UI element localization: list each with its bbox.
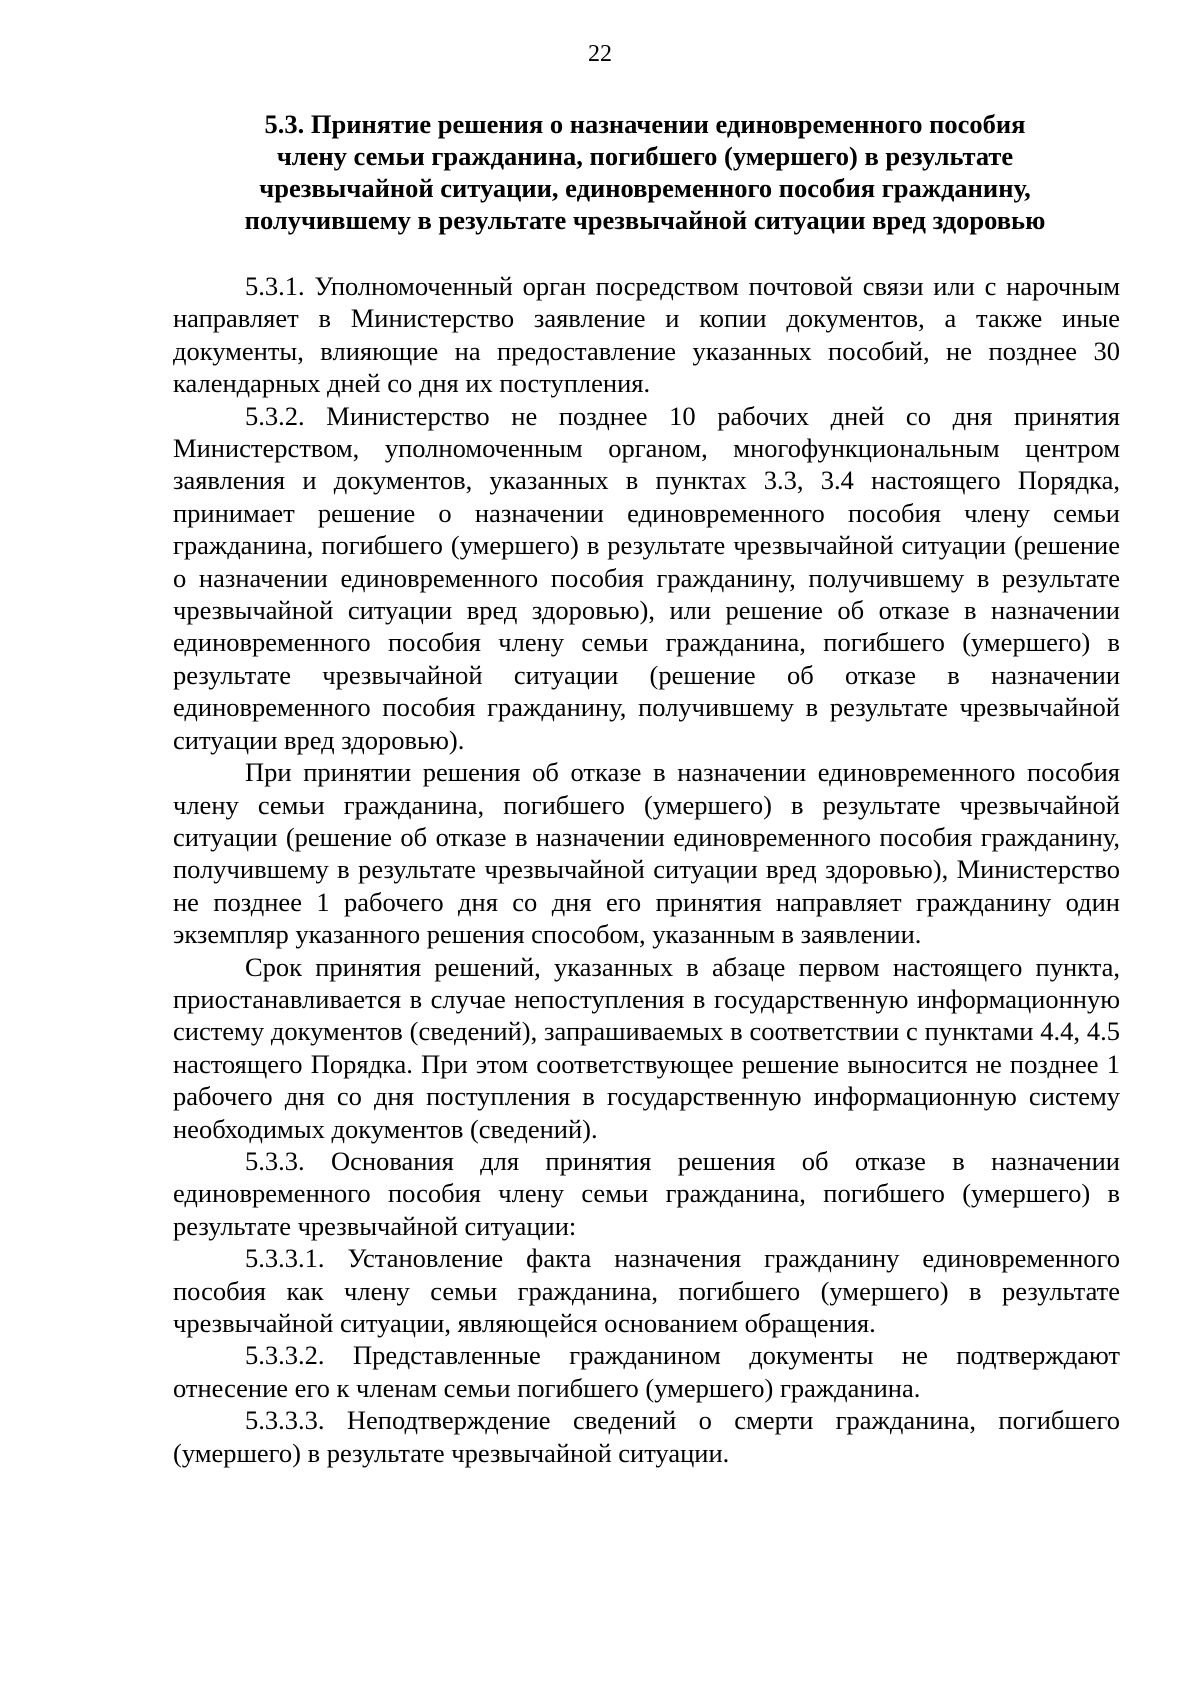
- section-title-line: 5.3. Принятие решения о назначении единовременного пособия: [264, 109, 1026, 139]
- section-title: [175, 108, 1115, 236]
- paragraph-5-3-2: 5.3.2. Министерство не позднее 10 рабочих дней со дня принятия Министерством, уполномоченным органом, многофункциональным центром заявления и документов, указанных в пунктах 3.3, 3.4 настоящего Порядка, принимает решение о назначении единовременного пособия члену семьи гражданина, погибшего (умершего) в результате чрезвычайной ситуации (решение о назначении единовременного пособия гражданину, получившему в результате чрезвычайной ситуации вред здоровью), или решение об отказе в назначении единовременного пособия члену семьи гражданина, погибшего (умершего) в результате чрезвычайной ситуации (решение об отказе в назначении единовременного пособия гражданину, получившему в результате чрезвычайной ситуации вред здоровью).: [173, 400, 1120, 755]
- section-title-line: получившему в результате чрезвычайной ситуации вред здоровью: [244, 205, 1046, 235]
- document-body: [173, 270, 1120, 1469]
- paragraph-5-3-3-1: 5.3.3.1. Установление факта назначения гражданину единовременного пособия как члену семьи гражданина, погибшего (умершего) в результате чрезвычайной ситуации, являющейся основанием обращения.: [173, 1243, 1120, 1338]
- section-title-line: члену семьи гражданина, погибшего (умершего) в результате: [276, 141, 1014, 171]
- paragraph-5-3-3-3: 5.3.3.3. Неподтверждение сведений о смерти гражданина, погибшего (умершего) в результате чрезвычайной ситуации.: [173, 1405, 1120, 1468]
- page-number: 22: [588, 41, 612, 67]
- paragraph-refusal-notice: При принятии решения об отказе в назначении единовременного пособия члену семьи гражданина, погибшего (умершего) в результате чрезвычайной ситуации (решение об отказе в назначении единовременного пособия гражданину, получившему в результате чрезвычайной ситуации вред здоровью), Министерство не позднее 1 рабочего дня со дня его принятия направляет гражданину один экземпляр указанного решения способом, указанным в заявлении.: [173, 757, 1120, 950]
- paragraph-5-3-1: 5.3.1. Уполномоченный орган посредством почтовой связи или с нарочным направляет в Министерство заявление и копии документов, а также иные документы, влияющие на предоставление указанных пособий, не позднее 30 календарных дней со дня их поступления.: [173, 271, 1120, 399]
- paragraph-decision-deadline: Срок принятия решений, указанных в абзаце первом настоящего пункта, приостанавливается в случае непоступления в государственную информационную систему документов (сведений), запрашиваемых в соответствии с пунктами 4.4, 4.5 настоящего Порядка. При этом соответствующее решение выносится не позднее 1 рабочего дня со дня поступления в государственную информационную систему необходимых документов (сведений).: [173, 951, 1120, 1144]
- paragraph-5-3-3: 5.3.3. Основания для принятия решения об отказе в назначении единовременного пособия члену семьи гражданина, погибшего (умершего) в результате чрезвычайной ситуации:: [173, 1145, 1120, 1241]
- section-title-line: чрезвычайной ситуации, единовременного пособия гражданину,: [259, 173, 1031, 203]
- paragraph-5-3-3-2: 5.3.3.2. Представленные гражданином документы не подтверждают отнесение его к членам семьи погибшего (умершего) гражданина.: [173, 1340, 1120, 1403]
